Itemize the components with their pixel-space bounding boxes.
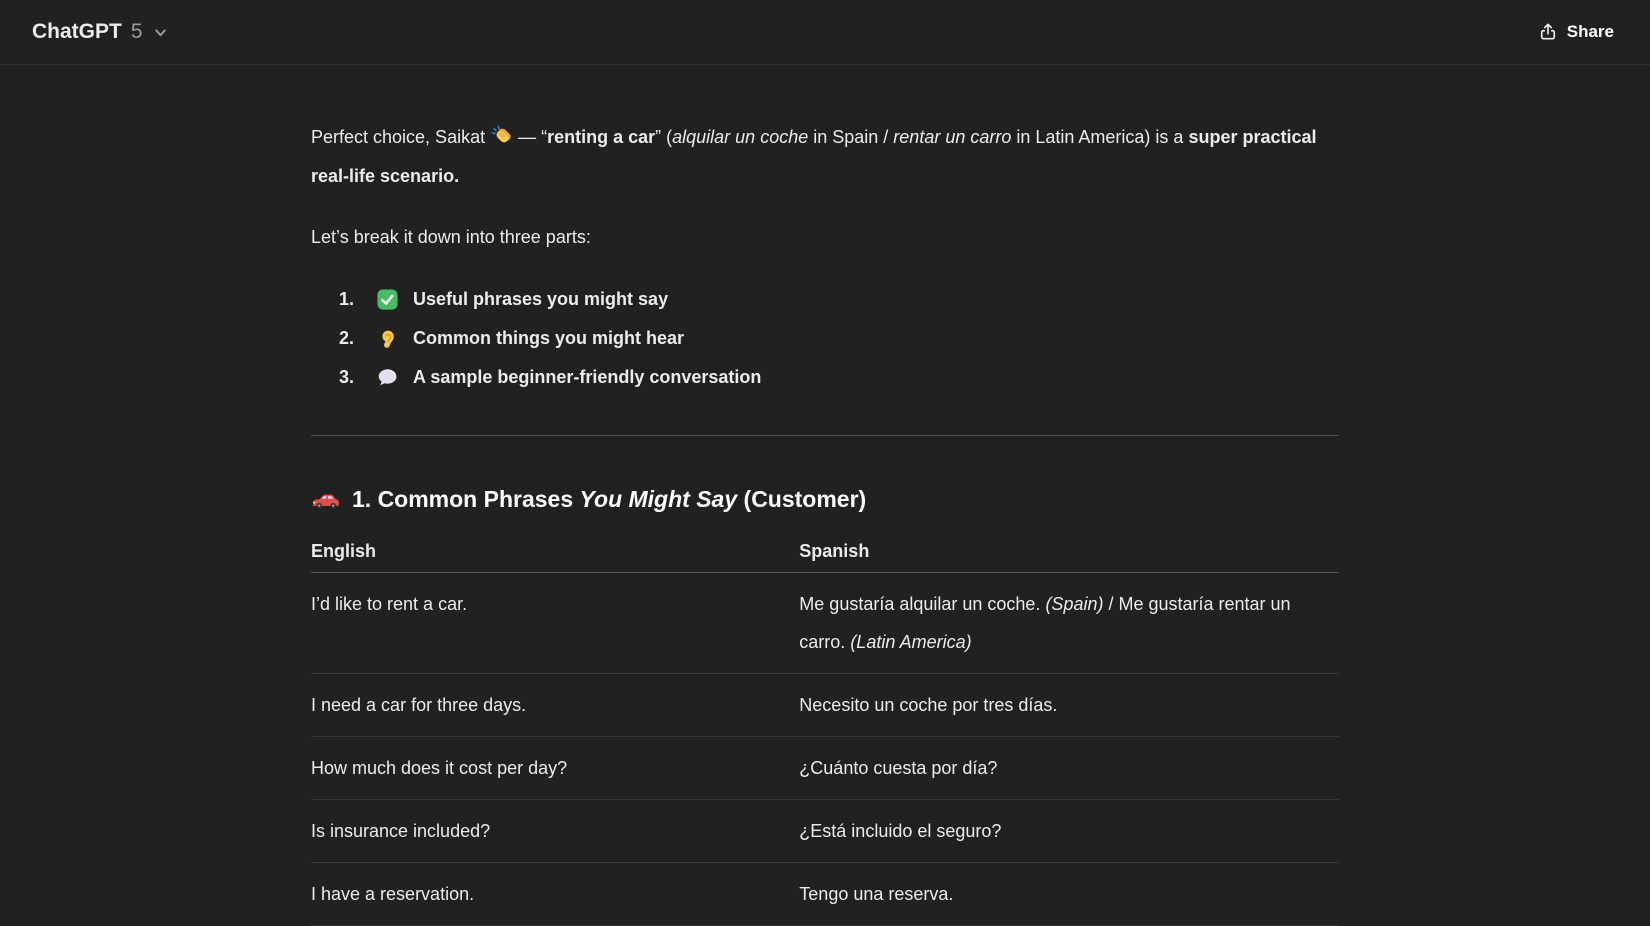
english-cell: I’d like to rent a car. [311, 573, 799, 674]
intro-italic-latam: rentar un carro [893, 127, 1012, 147]
spanish-cell: Tengo una reserva. [799, 863, 1339, 926]
section-heading [311, 482, 1339, 516]
spanish-cell [799, 573, 1339, 674]
table-row [311, 573, 1339, 674]
section-title-suffix: (Customer) [737, 486, 867, 512]
intro-text-5: in Latin America) is a [1011, 127, 1189, 147]
table-header-row [311, 541, 1339, 573]
spanish-region-note: (Spain) [1045, 594, 1104, 614]
list-number: 3. [339, 367, 355, 387]
section-divider [311, 435, 1339, 436]
table-row [311, 800, 1339, 863]
speech-bubble-emoji [376, 366, 413, 389]
spanish-cell: ¿Está incluido el seguro? [799, 800, 1339, 863]
numbered-list [311, 280, 1339, 397]
assistant-message [311, 65, 1339, 926]
table-row [311, 863, 1339, 926]
check-mark-emoji [376, 288, 413, 311]
clapping-hands-emoji [490, 124, 513, 147]
intro-bold-phrase: renting a car [547, 127, 656, 147]
list-item-label: A sample beginner-friendly conversation [413, 367, 762, 387]
spanish-region-note: (Latin America) [850, 632, 972, 652]
app-title: ChatGPT [32, 20, 122, 43]
share-button[interactable] [1524, 14, 1628, 50]
model-selector[interactable] [22, 14, 178, 50]
ear-emoji [376, 328, 413, 350]
intro-text-3: ” ( [655, 127, 673, 147]
section-title-italic: You Might Say [579, 486, 738, 512]
english-cell: How much does it cost per day? [311, 737, 799, 800]
phrases-table [311, 541, 1339, 926]
spanish-text: Me gustaría alquilar un coche. [799, 594, 1046, 614]
share-label: Share [1566, 22, 1614, 41]
column-header-english: English [311, 541, 799, 573]
intro-bold-closing: super practical real-life scenario. [311, 127, 1317, 186]
english-cell: Is insurance included? [311, 800, 799, 863]
intro-italic-spain: alquilar un coche [672, 127, 809, 147]
list-item [339, 358, 1339, 397]
spanish-cell: ¿Cuánto cuesta por día? [799, 737, 1339, 800]
list-item [339, 319, 1339, 358]
column-header-spanish: Spanish [799, 541, 1339, 573]
intro-text-4: in Spain / [808, 127, 894, 147]
list-item-label: Useful phrases you might say [413, 289, 669, 309]
top-bar [0, 0, 1650, 65]
chevron-down-icon [153, 25, 168, 40]
list-item [339, 280, 1339, 319]
table-row [311, 674, 1339, 737]
intro-paragraph [311, 118, 1339, 196]
spanish-text: / Me gustaría rentar un carro. [799, 594, 1291, 652]
model-version: 5 [130, 20, 143, 43]
section-title-prefix: 1. Common Phrases [352, 486, 580, 512]
red-car-emoji [311, 490, 341, 512]
english-cell: I need a car for three days. [311, 674, 799, 737]
intro-text-1: Perfect choice, Saikat [311, 127, 491, 147]
list-number: 2. [339, 328, 355, 348]
breakdown-paragraph: Let’s break it down into three parts: [311, 227, 591, 247]
table-row [311, 737, 1339, 800]
list-number: 1. [339, 289, 355, 309]
english-cell: I have a reservation. [311, 863, 799, 926]
share-upload-icon [1538, 22, 1558, 42]
intro-text-2: — “ [513, 127, 548, 147]
spanish-cell: Necesito un coche por tres días. [799, 674, 1339, 737]
list-item-label: Common things you might hear [413, 328, 685, 348]
